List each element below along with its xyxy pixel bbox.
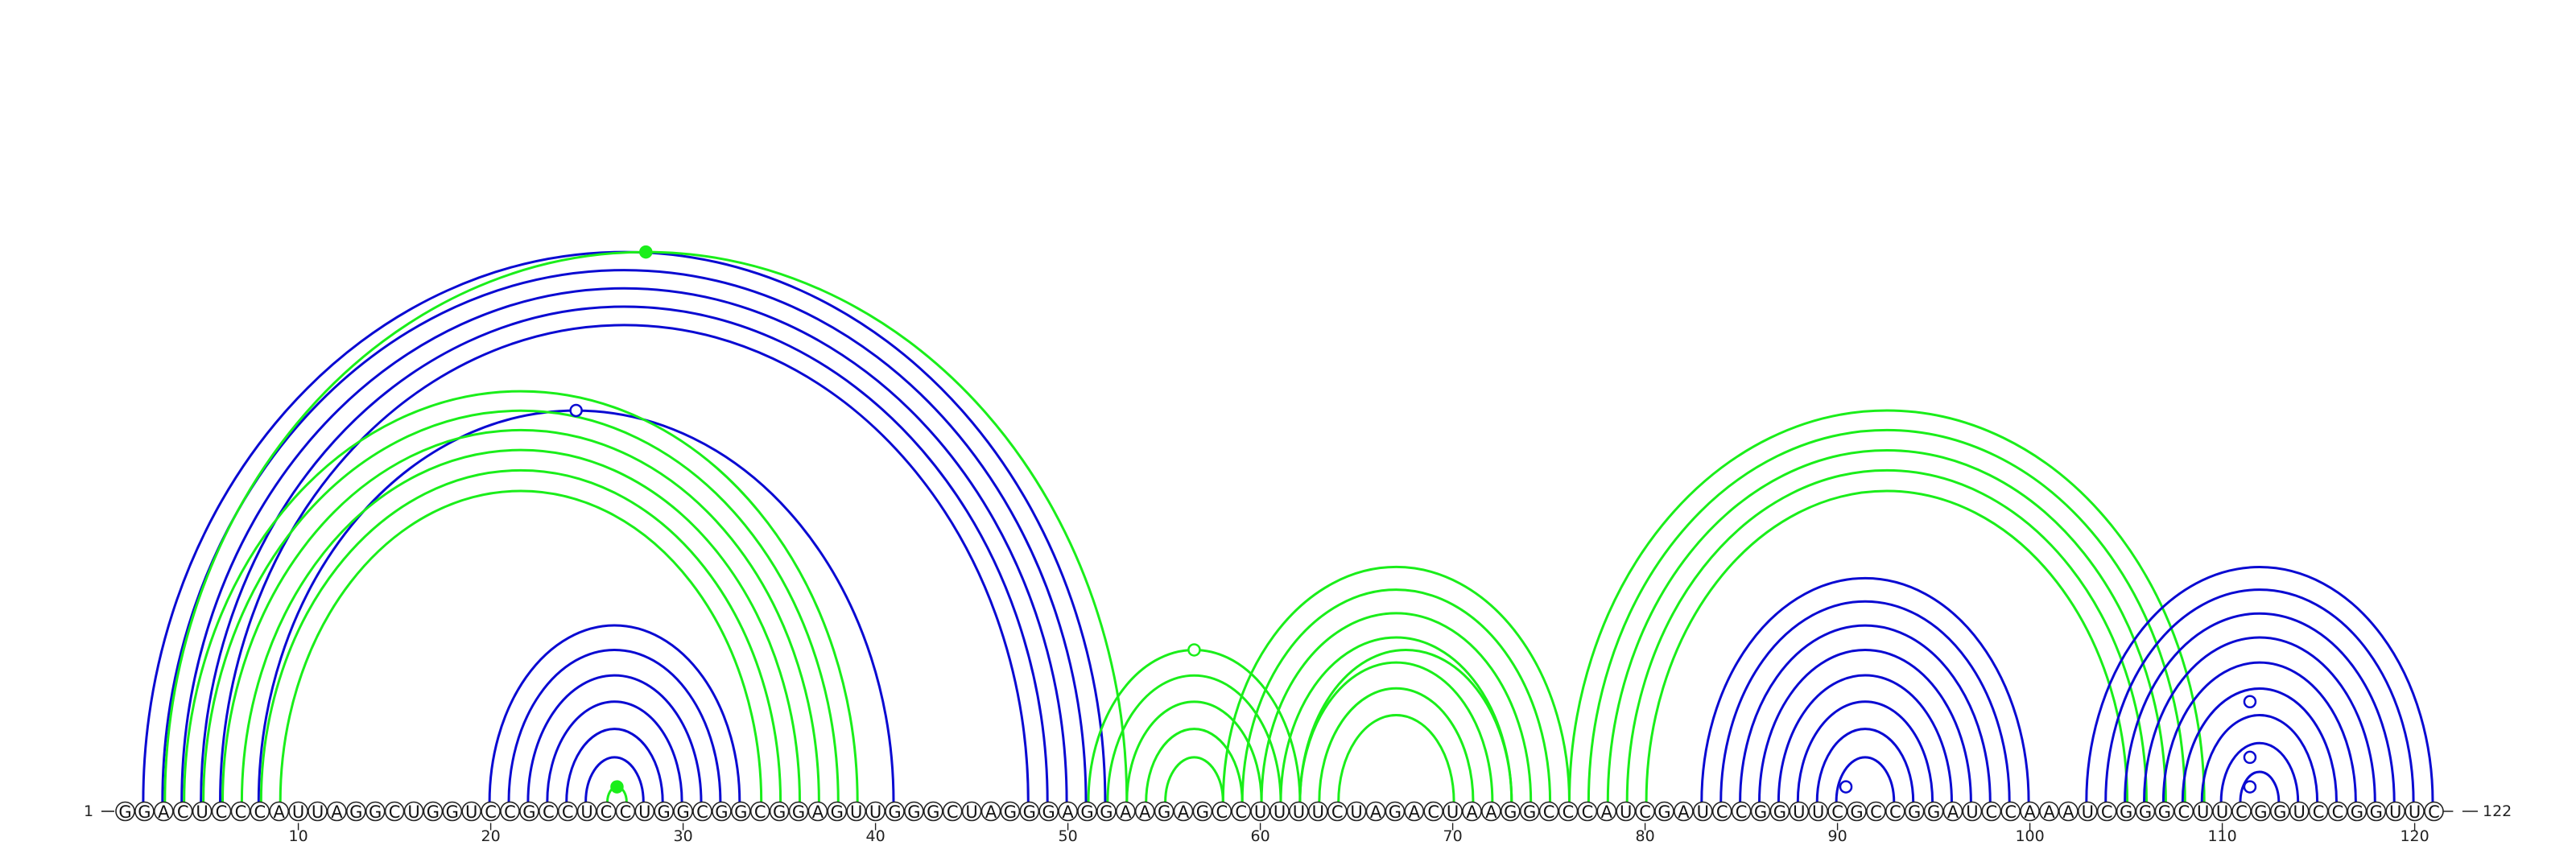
nucleotide-20-letter: C [485,802,497,822]
nucleotide-79-letter: U [1620,802,1633,822]
nucleotide-40-letter: U [869,802,882,822]
nucleotide-88-letter: U [1793,802,1806,822]
nucleotide-68-letter: A [1408,802,1420,822]
tick-label-30: 30 [673,827,693,845]
blue-arc-marker-108-115 [2244,696,2256,707]
nucleotide-98-letter: C [1985,802,1998,822]
nucleotide-104-letter: C [2100,802,2113,822]
nucleotide-73-letter: G [1504,802,1517,822]
axis-layer [289,823,2429,846]
green-arc-52-61 [1108,675,1281,802]
nucleotide-71-letter: A [1466,802,1478,822]
green-arc-58-76 [1223,567,1569,802]
nucleotide-85-letter: C [1735,802,1748,822]
nucleotide-10-letter: U [291,802,305,822]
nucleotide-8-letter: C [254,802,266,822]
green-arc-3-53 [165,252,1127,802]
nucleotide-70-letter: U [1446,802,1459,822]
nucleotide-80-letter: C [1639,802,1651,822]
nucleotide-31-letter: C [696,802,708,822]
nucleotide-47-letter: G [1003,802,1018,822]
nucleotide-61-letter: U [1273,802,1286,822]
green-arc-62-72 [1300,662,1492,802]
blue-arc-21-32 [509,650,720,802]
nucleotide-99-letter: C [2004,802,2017,822]
nucleotide-28-letter: U [638,802,651,822]
nucleotide-14-letter: G [369,802,382,822]
tick-label-80: 80 [1635,827,1655,845]
green-arc-marker-3-53 [640,246,651,258]
tick-label-50: 50 [1058,827,1078,845]
nucleotide-56-letter: A [1177,802,1190,822]
sequence-layer [101,802,2478,823]
nucleotide-59-letter: C [1235,802,1248,822]
green-arc-80-105 [1646,491,2128,802]
blue-arc-89-94 [1817,729,1913,802]
nucleotide-18-letter: G [445,802,459,822]
green-arc-77-108 [1588,430,2185,802]
nucleotide-113-letter: G [2273,802,2287,822]
nucleotide-93-letter: C [1889,802,1901,822]
nucleotide-65-letter: U [1350,802,1363,822]
blue-arc-2-52 [143,252,1105,802]
marker-layer [571,246,2256,792]
nucleotide-13-letter: G [349,802,363,822]
blue-arc-marker-111-112 [2244,782,2256,793]
nucleotide-67-letter: G [1388,802,1402,822]
nucleotide-105-letter: G [2119,802,2133,822]
nucleotide-41-letter: G [888,802,902,822]
green-arc-6-37 [223,430,819,802]
nucleotide-33-letter: G [734,802,748,822]
nucleotide-48-letter: G [1022,802,1036,822]
nucleotide-64-letter: C [1331,802,1344,822]
nucleotide-92-letter: C [1870,802,1882,822]
nucleotide-5-letter: U [196,802,208,822]
green-arc-54-59 [1146,729,1243,802]
nucleotide-116-letter: C [2331,802,2344,822]
nucleotide-84-letter: C [1715,802,1728,822]
nucleotide-26-letter: C [600,802,613,822]
nucleotide-11-letter: U [311,802,324,822]
nucleotide-24-letter: C [561,802,574,822]
nucleotide-60-letter: U [1253,802,1267,822]
nucleotide-52-letter: G [1100,802,1113,822]
nucleotide-121-letter: C [2428,802,2440,822]
nucleotide-57-letter: G [1195,802,1210,822]
nucleotide-36-letter: G [791,802,806,822]
nucleotide-90-letter: C [1831,802,1843,822]
green-arc-marker-26-27 [611,782,622,793]
nucleotide-74-letter: G [1523,802,1537,822]
nucleotide-115-letter: C [2312,802,2325,822]
nucleotide-94-letter: G [1908,802,1922,822]
nucleotide-15-letter: C [388,802,401,822]
green-arc-7-36 [242,450,799,802]
nucleotide-117-letter: G [2350,802,2364,822]
nucleotide-96-letter: A [1946,802,1959,822]
nucleotide-27-letter: C [619,802,632,822]
nucleotide-7-letter: C [234,802,247,822]
nucleotide-86-letter: G [1753,802,1768,822]
nucleotide-6-letter: C [215,802,228,822]
nucleotide-32-letter: G [715,802,729,822]
nucleotide-102-letter: A [2062,802,2074,822]
nucleotide-19-letter: U [465,802,478,822]
nucleotide-23-letter: C [542,802,555,822]
nucleotide-97-letter: U [1966,802,1979,822]
tick-label-100: 100 [2015,827,2045,845]
nucleotide-78-letter: A [1600,802,1612,822]
nucleotide-100-letter: A [2024,802,2036,822]
green-arc-55-58 [1166,757,1224,802]
nucleotide-108-letter: C [2178,802,2190,822]
nucleotide-25-letter: U [580,802,593,822]
blue-arc-marker-8-41 [571,405,582,416]
nucleotide-83-letter: U [1696,802,1709,822]
nucleotide-30-letter: G [676,802,690,822]
nucleotide-17-letter: G [426,802,440,822]
nucleotide-75-letter: C [1542,802,1555,822]
nucleotide-35-letter: G [772,802,786,822]
nucleotide-114-letter: U [2293,802,2306,822]
tick-label-60: 60 [1250,827,1270,845]
nucleotide-53-letter: A [1120,802,1132,822]
nucleotide-39-letter: U [850,802,863,822]
blue-arc-90-93 [1836,757,1894,802]
nucleotide-110-letter: U [2215,802,2229,822]
nucleotide-91-letter: G [1850,802,1864,822]
nucleotide-69-letter: C [1427,802,1440,822]
nucleotide-62-letter: U [1292,802,1306,822]
nucleotide-34-letter: C [753,802,766,822]
green-arc-marker-51-62 [1188,644,1199,655]
nucleotide-50-letter: A [1062,802,1074,822]
nucleotide-101-letter: A [2043,802,2055,822]
green-arc-9-34 [280,491,762,802]
blue-arc-83-100 [1702,578,2029,802]
nucleotide-95-letter: G [1926,802,1941,822]
nucleotide-4-letter: C [176,802,189,822]
tick-label-40: 40 [865,827,886,845]
tick-label-70: 70 [1443,827,1463,845]
green-arc-8-35 [261,470,780,802]
blue-arc-marker-110-113 [2244,752,2256,763]
blue-arc-5-49 [201,307,1048,802]
nucleotide-55-letter: G [1157,802,1171,822]
nucleotide-72-letter: A [1485,802,1497,822]
nucleotide-46-letter: A [985,802,997,822]
nucleotide-106-letter: G [2138,802,2153,822]
nucleotide-2-letter: G [138,802,151,822]
green-arc-62-73 [1300,650,1512,802]
nucleotide-107-letter: G [2157,802,2172,822]
nucleotide-119-letter: U [2389,802,2402,822]
nucleotide-81-letter: G [1657,802,1671,822]
nucleotide-87-letter: G [1773,802,1787,822]
nucleotide-45-letter: U [965,802,978,822]
nucleotide-82-letter: A [1678,802,1690,822]
nucleotide-103-letter: U [2081,802,2094,822]
tick-label-120: 120 [2400,827,2429,845]
green-arc-59-75 [1242,590,1550,802]
nucleotide-66-letter: A [1369,802,1382,822]
nucleotide-120-letter: U [2408,802,2421,822]
nucleotide-112-letter: G [2254,802,2268,822]
green-arc-78-107 [1608,450,2165,802]
nucleotide-89-letter: U [1812,802,1825,822]
tick-label-110: 110 [2207,827,2237,845]
blue-arc-109-115 [2202,716,2317,802]
nucleotide-118-letter: G [2369,802,2383,822]
nucleotide-3-letter: A [158,802,170,822]
nucleotide-49-letter: G [1042,802,1055,822]
nucleotide-16-letter: U [407,802,420,822]
nucleotide-44-letter: C [946,802,959,822]
nucleotide-9-letter: A [273,802,285,822]
nucleotide-12-letter: A [331,802,343,822]
blue-arc-108-116 [2182,688,2336,802]
green-arc-64-70 [1339,716,1454,802]
blue-arc-86-97 [1760,650,1971,802]
blue-arc-3-51 [163,270,1086,802]
tick-label-90: 90 [1827,827,1847,845]
sequence-end-label: 122 [2483,802,2512,820]
nucleotide-42-letter: G [907,802,921,822]
nucleotide-21-letter: C [504,802,516,822]
blue-arc-107-117 [2163,662,2355,802]
tick-label-10: 10 [288,827,308,845]
blue-arc-marker-90-91 [1840,782,1852,793]
nucleotide-63-letter: U [1311,802,1324,822]
nucleotide-77-letter: C [1581,802,1594,822]
green-arc-51-62 [1088,650,1300,802]
green-arc-63-71 [1319,688,1473,802]
blue-arc-87-96 [1778,675,1951,802]
tick-label-20: 20 [481,827,501,845]
nucleotide-29-letter: G [657,802,671,822]
nucleotide-58-letter: C [1216,802,1228,822]
nucleotide-76-letter: C [1562,802,1575,822]
nucleotide-54-letter: A [1139,802,1151,822]
nucleotide-109-letter: U [2197,802,2210,822]
nucleotide-51-letter: G [1080,802,1094,822]
blue-arc-25-28 [586,757,644,802]
nucleotide-38-letter: G [830,802,844,822]
nucleotide-22-letter: G [522,802,536,822]
nucleotide-43-letter: G [927,802,940,822]
sequence-start-label: 1 [84,802,94,820]
nucleotide-37-letter: A [811,802,824,822]
blue-arc-4-50 [182,288,1067,802]
arc-layer [143,252,2433,802]
nucleotide-111-letter: C [2235,802,2248,822]
blue-arc-20-33 [489,625,740,802]
nucleotide-1-letter: G [118,802,132,822]
